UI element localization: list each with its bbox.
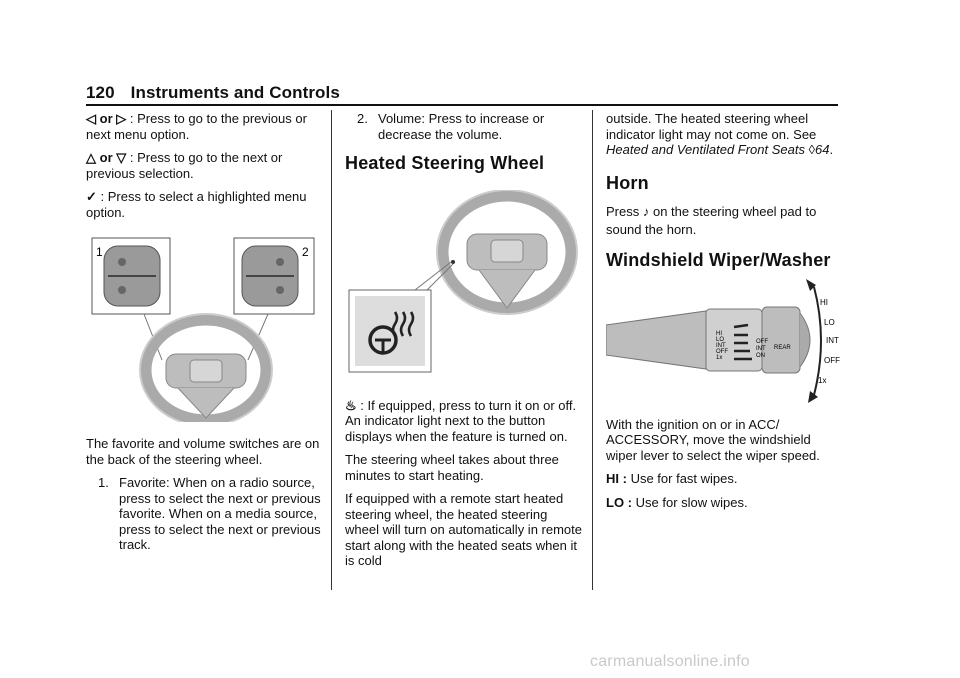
heated-wheel-button-desc xyxy=(345,398,583,445)
checkmark-icon: ✓ xyxy=(86,189,97,204)
horn-icon: ♪ xyxy=(642,204,650,219)
heated-wheel-button-inset xyxy=(349,290,431,372)
indicator-light-paragraph xyxy=(606,111,842,158)
prev-next-menu-desc xyxy=(86,111,324,142)
hi-description xyxy=(606,471,842,487)
select-option-desc xyxy=(86,189,324,220)
column-divider-1 xyxy=(331,110,332,590)
wiper-speed-paragraph: With the ignition on or in ACC/ ACCESSORY, move the windshield wiper lever to select the wiper speed. xyxy=(606,416,820,463)
wiper-lever-image xyxy=(606,307,810,373)
band-label-1x: 1x xyxy=(716,354,723,361)
list-item-text: Volume: Press to increase or decrease the volume. xyxy=(378,111,545,142)
lo-label: LO : xyxy=(606,494,632,510)
wiper-lever-figure xyxy=(606,277,840,405)
next-prev-selection-desc xyxy=(86,150,324,181)
switch-list xyxy=(86,475,324,553)
select-option-text: : Press to select a highlighted menu option. xyxy=(86,189,307,220)
hi-text: Use for fast wipes. xyxy=(630,471,738,486)
position-1x: 1x xyxy=(818,375,827,385)
column-divider-2 xyxy=(592,110,593,590)
cross-reference-page[interactable]: 64 xyxy=(815,142,830,157)
position-hi: HI xyxy=(820,297,828,307)
band-label-lo: LO xyxy=(716,336,725,343)
wiper-positions-scale xyxy=(806,279,840,403)
prev-next-menu-text: : Press to go to the previous or next menu option. xyxy=(86,111,307,142)
up-arrow-icon: △ xyxy=(86,150,96,165)
windshield-wiper-heading: Windshield Wiper/Washer xyxy=(606,250,831,270)
heated-steering-wheel-figure xyxy=(345,190,581,384)
band-label-off: OFF xyxy=(716,348,728,355)
heated-steering-wheel-heading: Heated Steering Wheel xyxy=(345,153,545,173)
page-ref-arrow-icon: ◊ xyxy=(808,142,816,157)
ring-label-off: OFF xyxy=(756,338,768,345)
heating-time-paragraph: The steering wheel takes about three minutes to start heating. xyxy=(345,452,559,483)
or-word: or xyxy=(99,150,113,165)
position-off: OFF xyxy=(824,355,840,365)
rear-label: REAR xyxy=(774,344,791,351)
horn-heading: Horn xyxy=(606,172,649,193)
column-3 xyxy=(606,111,842,518)
lo-description xyxy=(606,495,842,511)
horn-press-word: Press xyxy=(606,204,640,219)
watermark: carmanualsonline.info xyxy=(590,653,750,670)
horn-paragraph xyxy=(606,203,842,239)
left-arrow-icon: ◁ xyxy=(86,111,96,126)
steering-wheel-image xyxy=(437,190,577,314)
heated-wheel-button-text: : If equipped, press to turn it on or off. An indicator light next to the button displays when the feature is turned on. xyxy=(345,397,577,444)
position-int: INT xyxy=(826,335,839,345)
column-2 xyxy=(345,111,583,577)
sentence-end: . xyxy=(829,142,834,157)
list-item-number: 1. xyxy=(98,475,109,490)
list-item xyxy=(86,475,324,553)
lo-text: Use for slow wipes. xyxy=(635,494,748,510)
down-arrow-icon: ▽ xyxy=(116,150,127,165)
steering-wheel-image xyxy=(140,314,272,422)
remote-start-paragraph: If equipped with a remote start heated steering wheel, the heated steering wheel will turn on automatically in remote start along with the heated seats when it is cold xyxy=(345,491,582,568)
list-item xyxy=(345,111,583,142)
fig-callout-1: 1 xyxy=(96,245,103,259)
cross-reference-link[interactable]: Heated and Ventilated Front Seats xyxy=(606,142,805,157)
band-label-hi: HI xyxy=(716,330,722,337)
band-label-int: INT xyxy=(716,342,726,349)
horn-paragraph-text: on the steering wheel pad to sound the horn. xyxy=(606,204,817,237)
steering-wheel-back-switches-figure xyxy=(88,232,320,422)
heated-steering-wheel-icon: ♨ xyxy=(345,397,357,413)
ring-label-on: ON xyxy=(756,352,765,359)
ring-label-int: INT xyxy=(756,345,766,352)
hi-label: HI : xyxy=(606,471,627,486)
next-prev-selection-text: : Press to go to the next or previous selection. xyxy=(86,150,283,181)
header-rule xyxy=(86,104,838,106)
position-lo: LO xyxy=(824,317,835,327)
fig-callout-2: 2 xyxy=(302,245,309,259)
list-item-text: Favorite: When on a radio source, press to select the next or previous favorite. When on a media source, press to select the next or previous track. xyxy=(119,475,321,552)
page-header xyxy=(86,83,340,103)
or-word: or xyxy=(99,111,113,126)
page-number: 120 xyxy=(86,83,115,102)
right-arrow-icon: ▷ xyxy=(116,111,127,126)
section-title: Instruments and Controls xyxy=(130,83,340,102)
switch-location-paragraph: The favorite and volume switches are on the back of the steering wheel. xyxy=(86,436,320,467)
list-item-number: 2. xyxy=(357,111,368,126)
switch-inset-1 xyxy=(92,238,170,314)
column-1 xyxy=(86,111,324,561)
indicator-light-text: outside. The heated steering wheel indicator light may not come on. See xyxy=(606,111,817,142)
switch-list-continued xyxy=(345,111,583,142)
